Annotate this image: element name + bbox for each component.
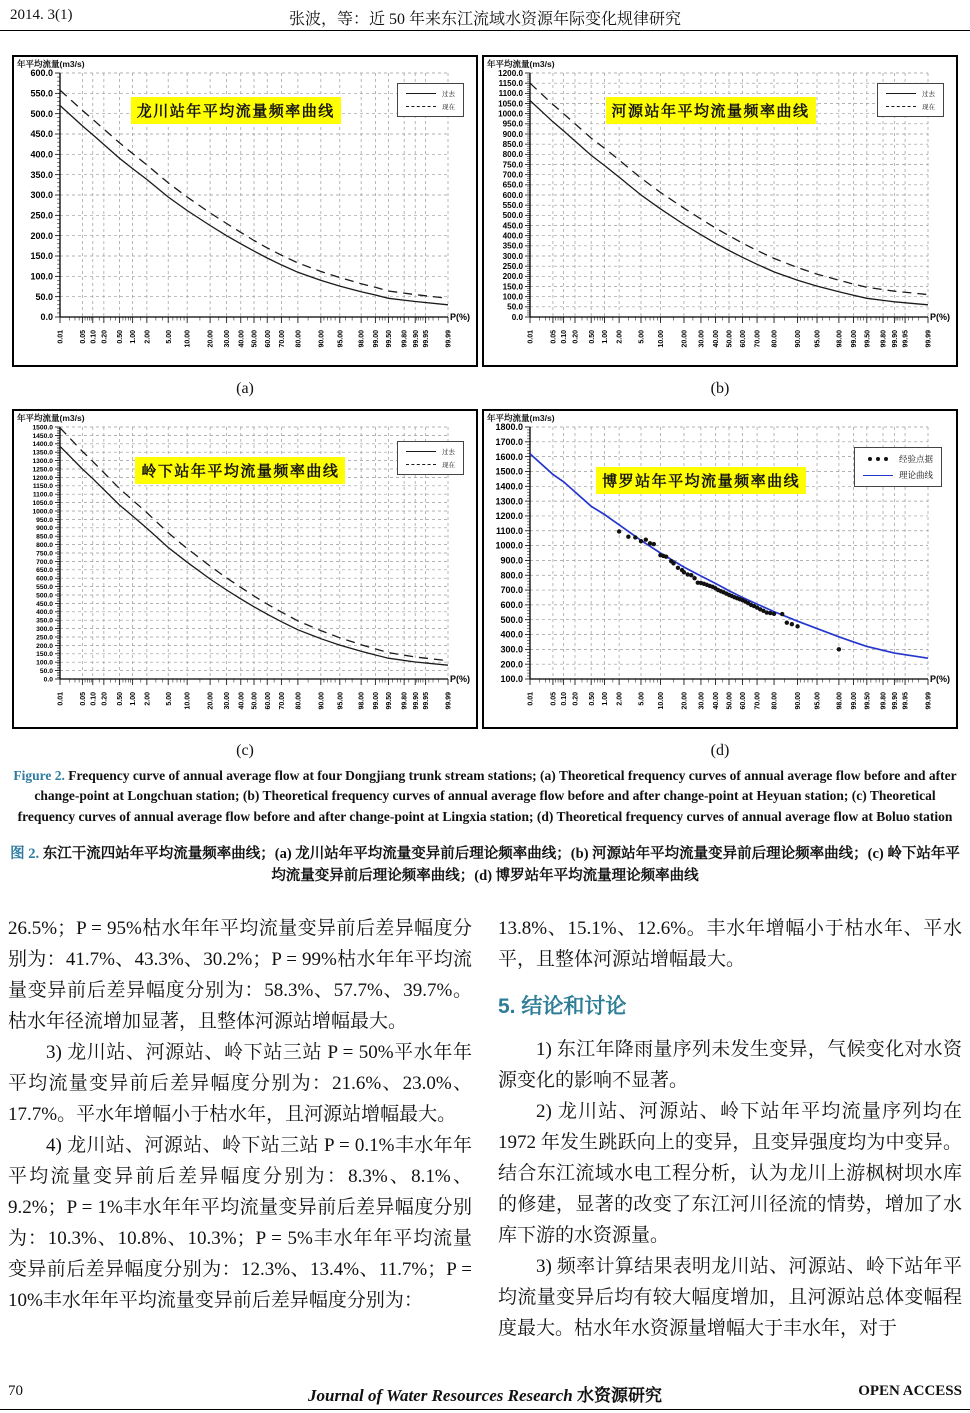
svg-text:99.90: 99.90 (412, 692, 420, 710)
svg-text:20.00: 20.00 (207, 330, 215, 348)
svg-text:95.00: 95.00 (337, 330, 345, 348)
svg-text:1700.0: 1700.0 (495, 436, 523, 447)
chart-wrap-lingxia (12, 409, 478, 761)
svg-text:700.0: 700.0 (500, 585, 523, 596)
svg-text:0.01: 0.01 (527, 692, 535, 706)
svg-text:99.50: 99.50 (864, 330, 872, 348)
svg-text:600.0: 600.0 (36, 575, 53, 583)
svg-text:650.0: 650.0 (36, 567, 53, 575)
page-number: 70 (8, 1383, 23, 1399)
figure-2-grid (12, 55, 958, 761)
svg-text:99.50: 99.50 (385, 692, 393, 710)
svg-text:60.00: 60.00 (264, 330, 272, 348)
chart-letter-c: (c) (236, 742, 254, 759)
svg-text:30.00: 30.00 (224, 692, 232, 710)
svg-text:250.0: 250.0 (30, 210, 53, 221)
svg-text:250.0: 250.0 (502, 262, 523, 272)
svg-text:0.0: 0.0 (511, 312, 523, 322)
svg-text:1350.0: 1350.0 (32, 449, 53, 457)
chart-legend (397, 441, 464, 475)
svg-text:550.0: 550.0 (30, 88, 53, 99)
svg-text:850.0: 850.0 (502, 140, 523, 150)
svg-text:1250.0: 1250.0 (32, 466, 53, 474)
svg-text:450.0: 450.0 (36, 600, 53, 608)
svg-text:10.00: 10.00 (658, 692, 666, 710)
svg-text:98.00: 98.00 (358, 692, 366, 710)
svg-text:100.0: 100.0 (36, 659, 53, 667)
svg-text:400.0: 400.0 (502, 231, 523, 241)
svg-text:50.00: 50.00 (726, 692, 734, 710)
svg-text:70.00: 70.00 (754, 692, 762, 710)
journal-issue: 2014. 3(1) (10, 7, 73, 23)
svg-text:2.00: 2.00 (144, 692, 152, 706)
paragraph: 3) 频率计算结果表明龙川站、河源站、岭下站年平均流量变异后均有较大幅度增加，且河源站总体变幅程度最大。枯水年水资源量增幅大于丰水年，对于 (498, 1256, 962, 1339)
svg-text:99.95: 99.95 (423, 692, 431, 710)
right-column (498, 913, 962, 1344)
svg-text:98.00: 98.00 (836, 692, 844, 710)
svg-text:1500.0: 1500.0 (32, 424, 53, 432)
svg-text:1600.0: 1600.0 (495, 451, 523, 462)
page-header (10, 4, 960, 30)
svg-text:99.99: 99.99 (925, 692, 933, 710)
chart-legend (854, 447, 942, 487)
svg-text:10.00: 10.00 (658, 330, 666, 348)
svg-text:60.00: 60.00 (740, 692, 748, 710)
svg-text:90.00: 90.00 (795, 692, 803, 710)
svg-text:30.00: 30.00 (698, 330, 706, 348)
svg-text:95.00: 95.00 (814, 330, 822, 348)
chart-wrap-heyuan (482, 55, 958, 399)
svg-text:95.00: 95.00 (814, 692, 822, 710)
svg-text:1200.0: 1200.0 (498, 68, 523, 78)
svg-text:1450.0: 1450.0 (32, 432, 53, 440)
paragraph: 26.5%；P = 95%枯水年年平均流量变异前后差异幅度分别为：41.7%、43.3%、30.2%；P = 99%枯水年年平均流量变异前后差异幅度分别为：58.3%、57.7%、39.7%。枯水年径流增加显著，且整体河源站增幅最大。 (8, 918, 472, 1032)
svg-text:P(%): P(%) (450, 674, 470, 684)
svg-text:350.0: 350.0 (502, 241, 523, 251)
svg-text:150.0: 150.0 (502, 282, 523, 292)
legend-line-sample (406, 93, 436, 94)
svg-text:5.00: 5.00 (165, 330, 173, 344)
svg-text:150.0: 150.0 (36, 651, 53, 659)
svg-text:70.00: 70.00 (278, 692, 286, 710)
svg-text:750.0: 750.0 (36, 550, 53, 558)
svg-text:400.0: 400.0 (36, 609, 53, 617)
svg-text:1.00: 1.00 (602, 692, 610, 706)
svg-text:0.10: 0.10 (90, 330, 98, 344)
svg-text:1400.0: 1400.0 (32, 441, 53, 449)
svg-text:1300.0: 1300.0 (32, 457, 53, 465)
svg-text:40.00: 40.00 (238, 330, 246, 348)
svg-text:0.50: 0.50 (588, 692, 596, 706)
svg-text:1100.0: 1100.0 (32, 491, 53, 499)
legend-line-sample (406, 464, 436, 465)
legend-line-sample (886, 93, 916, 94)
chart-boluo (482, 409, 958, 729)
svg-text:50.00: 50.00 (726, 330, 734, 348)
svg-text:90.00: 90.00 (318, 692, 326, 710)
svg-text:0.10: 0.10 (561, 692, 569, 706)
chart-letter-a: (a) (236, 380, 254, 397)
legend-label: 现在 (922, 104, 935, 111)
svg-text:99.90: 99.90 (891, 330, 899, 348)
svg-text:99.90: 99.90 (412, 330, 420, 348)
svg-text:1150.0: 1150.0 (498, 79, 523, 89)
svg-text:0.50: 0.50 (117, 692, 125, 706)
body-columns (8, 913, 962, 1344)
svg-text:300.0: 300.0 (500, 644, 523, 655)
svg-text:20.00: 20.00 (207, 692, 215, 710)
y-axis-label: 年平均流量(m3/s) (487, 59, 555, 69)
svg-text:0.20: 0.20 (572, 330, 580, 344)
svg-text:60.00: 60.00 (264, 692, 272, 710)
open-access-label: OPEN ACCESS (858, 1383, 962, 1399)
svg-text:300.0: 300.0 (30, 190, 53, 201)
svg-text:60.00: 60.00 (740, 330, 748, 348)
chart-wrap-boluo (482, 409, 958, 761)
y-axis-label: 年平均流量(m3/s) (17, 413, 85, 423)
y-axis-label: 年平均流量(m3/s) (487, 413, 555, 423)
legend-label: 理论曲线 (898, 470, 933, 480)
svg-text:500.0: 500.0 (36, 592, 53, 600)
svg-text:50.0: 50.0 (39, 667, 53, 675)
svg-text:99.95: 99.95 (902, 330, 910, 348)
svg-text:1400.0: 1400.0 (495, 481, 523, 492)
paragraph: 13.8%、15.1%、12.6%。丰水年增幅小于枯水年、平水平，且整体河源站增幅最大。 (498, 918, 962, 970)
svg-text:2.00: 2.00 (144, 330, 152, 344)
svg-text:30.00: 30.00 (698, 692, 706, 710)
svg-text:99.00: 99.00 (851, 330, 859, 348)
svg-text:450.0: 450.0 (502, 221, 523, 231)
svg-text:80.00: 80.00 (771, 692, 779, 710)
svg-text:950.0: 950.0 (502, 119, 523, 129)
svg-text:80.00: 80.00 (771, 330, 779, 348)
chart-letter-b: (b) (710, 380, 730, 397)
figure-caption-zh-text: 东江干流四站年平均流量频率曲线；(a) 龙川站年平均流量变异前后理论频率曲线；(b) 河源站年平均流量变异前后理论频率曲线；(c) 岭下站年平均流量变异前后理论频率曲线；(d) 博罗站年平均流量理论频率曲线 (42, 846, 960, 885)
figure-caption-zh-label: 图 2. (10, 846, 40, 862)
svg-text:99.99: 99.99 (445, 692, 453, 710)
svg-text:80.00: 80.00 (295, 692, 303, 710)
svg-text:950.0: 950.0 (36, 516, 53, 524)
figure-caption-en (8, 766, 962, 827)
svg-text:0.0: 0.0 (40, 312, 53, 323)
svg-text:100.0: 100.0 (30, 271, 53, 282)
svg-text:200.0: 200.0 (36, 642, 53, 650)
svg-text:100.0: 100.0 (500, 674, 523, 685)
svg-text:2.00: 2.00 (616, 692, 624, 706)
svg-text:40.00: 40.00 (713, 692, 721, 710)
svg-text:70.00: 70.00 (754, 330, 762, 348)
svg-text:50.0: 50.0 (507, 302, 523, 312)
chart-title: 河源站年平均流量频率曲线 (606, 97, 816, 124)
svg-text:5.00: 5.00 (165, 692, 173, 706)
svg-text:99.00: 99.00 (372, 330, 380, 348)
legend-label: 现在 (442, 462, 455, 469)
svg-text:0.0: 0.0 (43, 676, 53, 684)
svg-text:550.0: 550.0 (502, 201, 523, 211)
svg-text:90.00: 90.00 (318, 330, 326, 348)
svg-text:90.00: 90.00 (795, 330, 803, 348)
svg-text:300.0: 300.0 (36, 625, 53, 633)
journal-name-en: Journal of Water Resources Research (307, 1386, 573, 1405)
legend-label: 过去 (442, 91, 455, 98)
svg-text:99.80: 99.80 (401, 330, 409, 348)
svg-text:10.00: 10.00 (184, 330, 192, 348)
chart-wrap-longchuan (12, 55, 478, 399)
svg-text:20.00: 20.00 (681, 330, 689, 348)
svg-text:40.00: 40.00 (713, 330, 721, 348)
svg-text:850.0: 850.0 (36, 533, 53, 541)
svg-text:99.99: 99.99 (445, 330, 453, 348)
svg-text:100.0: 100.0 (502, 292, 523, 302)
svg-text:0.05: 0.05 (79, 330, 87, 344)
svg-text:98.00: 98.00 (836, 330, 844, 348)
svg-text:1300.0: 1300.0 (495, 496, 523, 507)
svg-text:1200.0: 1200.0 (495, 511, 523, 522)
svg-text:99.50: 99.50 (864, 692, 872, 710)
paragraph: 1) 东江年降雨量序列未发生变异，气候变化对水资源变化的影响不显著。 (498, 1039, 962, 1091)
figure-caption-zh (8, 843, 962, 888)
legend-line-sample (406, 451, 436, 452)
svg-text:0.50: 0.50 (117, 330, 125, 344)
svg-text:10.00: 10.00 (184, 692, 192, 710)
svg-text:0.01: 0.01 (57, 692, 65, 706)
svg-text:0.50: 0.50 (588, 330, 596, 344)
svg-text:0.01: 0.01 (527, 330, 535, 344)
svg-text:99.00: 99.00 (372, 692, 380, 710)
svg-text:350.0: 350.0 (36, 617, 53, 625)
svg-text:30.00: 30.00 (224, 330, 232, 348)
chart-legend (397, 83, 464, 117)
svg-text:99.95: 99.95 (902, 692, 910, 710)
legend-label: 过去 (442, 449, 455, 456)
svg-text:1800.0: 1800.0 (495, 422, 523, 433)
svg-text:1.00: 1.00 (130, 330, 138, 344)
legend-label: 现在 (442, 104, 455, 111)
svg-text:500.0: 500.0 (502, 211, 523, 221)
chart-title: 岭下站年平均流量频率曲线 (135, 457, 345, 484)
svg-text:99.80: 99.80 (880, 330, 888, 348)
svg-text:99.99: 99.99 (925, 330, 933, 348)
svg-text:400.0: 400.0 (500, 629, 523, 640)
legend-label: 过去 (922, 91, 935, 98)
svg-text:0.05: 0.05 (550, 330, 558, 344)
svg-text:1000.0: 1000.0 (495, 540, 523, 551)
legend-line-sample (406, 106, 436, 107)
svg-text:99.80: 99.80 (401, 692, 409, 710)
svg-text:P(%): P(%) (930, 674, 950, 684)
svg-text:800.0: 800.0 (36, 541, 53, 549)
svg-text:0.20: 0.20 (101, 692, 109, 706)
svg-text:50.00: 50.00 (251, 692, 259, 710)
left-column (8, 913, 472, 1344)
svg-text:50.00: 50.00 (251, 330, 259, 348)
chart-title: 龙川站年平均流量频率曲线 (131, 97, 341, 124)
svg-text:80.00: 80.00 (295, 330, 303, 348)
svg-text:700.0: 700.0 (36, 558, 53, 566)
svg-text:1.00: 1.00 (130, 692, 138, 706)
svg-text:550.0: 550.0 (36, 583, 53, 591)
svg-text:0.01: 0.01 (57, 330, 65, 344)
svg-text:50.0: 50.0 (35, 291, 53, 302)
svg-text:98.00: 98.00 (358, 330, 366, 348)
svg-text:150.0: 150.0 (30, 251, 53, 262)
paragraph: 2) 龙川站、河源站、岭下站年平均流量序列均在 1972 年发生跳跃向上的变异，且变异强度均为中变异。结合东江流域水电工程分析，认为龙川上游枫树坝水库的修建，显著的改变了东江河川径流的情势，增加了水库下游的水资源量。 (498, 1101, 962, 1246)
svg-text:300.0: 300.0 (502, 251, 523, 261)
svg-text:99.00: 99.00 (851, 692, 859, 710)
journal-name-zh: 水资源研究 (577, 1386, 663, 1405)
svg-text:99.95: 99.95 (423, 330, 431, 348)
svg-text:500.0: 500.0 (500, 614, 523, 625)
chart-lingxia (12, 409, 478, 729)
chart-legend (877, 83, 944, 117)
svg-text:900.0: 900.0 (502, 129, 523, 139)
svg-text:1100.0: 1100.0 (498, 89, 523, 99)
svg-text:400.0: 400.0 (30, 149, 53, 160)
svg-text:750.0: 750.0 (502, 160, 523, 170)
svg-text:500.0: 500.0 (30, 108, 53, 119)
svg-text:95.00: 95.00 (337, 692, 345, 710)
svg-text:700.0: 700.0 (502, 170, 523, 180)
svg-text:800.0: 800.0 (500, 570, 523, 581)
svg-text:1000.0: 1000.0 (498, 109, 523, 119)
svg-text:P(%): P(%) (930, 312, 950, 322)
svg-text:1.00: 1.00 (602, 330, 610, 344)
svg-text:0.10: 0.10 (90, 692, 98, 706)
y-axis-label: 年平均流量(m3/s) (17, 59, 85, 69)
svg-text:0.05: 0.05 (79, 692, 87, 706)
svg-text:1050.0: 1050.0 (32, 499, 53, 507)
svg-text:600.0: 600.0 (502, 190, 523, 200)
legend-line-sample (886, 106, 916, 107)
svg-text:1500.0: 1500.0 (495, 466, 523, 477)
paragraph: 4) 龙川站、河源站、岭下站三站 P = 0.1%丰水年年平均流量变异前后差异幅度分别为：8.3%、8.1%、9.2%；P = 1%丰水年年平均流量变异前后差异幅度分别为：10.3%、10.8%、10.3%；P = 5%丰水年年平均流量变异前后差异幅度分别为：12.3%、13.4%、11.7%；P = 10%丰水年年平均流量变异前后差异幅度分别为： (8, 1135, 472, 1311)
header-rule (0, 30, 970, 31)
svg-text:99.50: 99.50 (385, 330, 393, 348)
svg-text:800.0: 800.0 (502, 150, 523, 160)
svg-text:600.0: 600.0 (30, 68, 53, 79)
legend-line-sample (863, 475, 893, 476)
svg-text:0.20: 0.20 (101, 330, 109, 344)
svg-text:40.00: 40.00 (238, 692, 246, 710)
svg-text:650.0: 650.0 (502, 180, 523, 190)
svg-text:0.20: 0.20 (572, 692, 580, 706)
svg-text:0.10: 0.10 (561, 330, 569, 344)
svg-text:1000.0: 1000.0 (32, 508, 53, 516)
svg-text:0.05: 0.05 (550, 692, 558, 706)
section-heading-conclusion: 5. 结论和讨论 (498, 995, 627, 1018)
legend-dots-sample (863, 457, 893, 461)
svg-text:1050.0: 1050.0 (498, 99, 523, 109)
figure-caption-en-label: Figure 2. (13, 768, 65, 783)
chart-longchuan (12, 55, 478, 367)
svg-text:5.00: 5.00 (638, 330, 646, 344)
page-footer (8, 1380, 962, 1406)
chart-heyuan (482, 55, 958, 367)
svg-text:2.00: 2.00 (616, 330, 624, 344)
svg-text:70.00: 70.00 (278, 330, 286, 348)
svg-text:600.0: 600.0 (500, 600, 523, 611)
svg-text:200.0: 200.0 (502, 272, 523, 282)
journal-name (8, 1381, 962, 1406)
footer-rule (0, 1409, 970, 1410)
svg-text:450.0: 450.0 (30, 129, 53, 140)
svg-text:900.0: 900.0 (36, 525, 53, 533)
svg-text:200.0: 200.0 (500, 659, 523, 670)
svg-text:1200.0: 1200.0 (32, 474, 53, 482)
chart-title: 博罗站年平均流量频率曲线 (596, 467, 806, 494)
svg-text:250.0: 250.0 (36, 634, 53, 642)
svg-text:20.00: 20.00 (681, 692, 689, 710)
chart-letter-d: (d) (710, 742, 730, 759)
svg-text:P(%): P(%) (450, 312, 470, 322)
svg-text:200.0: 200.0 (30, 230, 53, 241)
legend-label: 经验点据 (898, 454, 933, 464)
svg-text:99.90: 99.90 (891, 692, 899, 710)
running-title: 张波，等：近 50 年来东江流域水资源年际变化规律研究 (288, 11, 681, 28)
svg-text:5.00: 5.00 (638, 692, 646, 706)
paragraph: 3) 龙川站、河源站、岭下站三站 P = 50%平水年年平均流量变异前后差异幅度分别为：21.6%、23.0%、17.7%。平水年增幅小于枯水年，且河源站增幅最大。 (8, 1042, 472, 1125)
svg-text:1100.0: 1100.0 (495, 525, 523, 536)
svg-text:1150.0: 1150.0 (32, 483, 53, 491)
figure-caption-en-text: Frequency curve of annual average flow at four Dongjiang trunk stream stations; (a) Theoretical frequency curves of annual average flow before and after change-point at Longchuan station; (b) Theoretical frequency curves of annual average flow before and after change-point at Heyuan station; (c) Theoretical frequency curves of annual average flow before and after change-point at Lingxia station; (d) Theoretical frequency curves of annual average flow at Boluo station (17, 768, 957, 824)
svg-text:900.0: 900.0 (500, 555, 523, 566)
svg-text:99.80: 99.80 (880, 692, 888, 710)
svg-text:350.0: 350.0 (30, 169, 53, 180)
